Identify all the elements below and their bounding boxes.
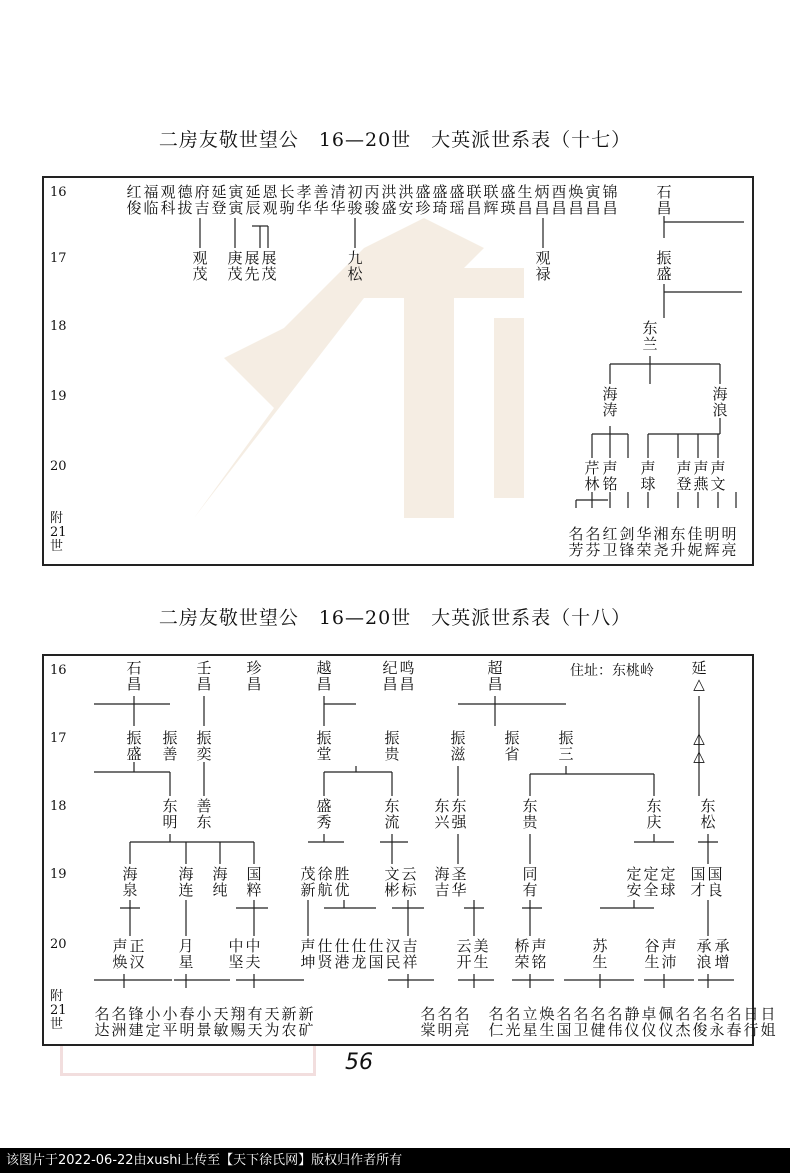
person-name: 盛珍 [415,183,431,217]
person-name: 海浪 [712,385,728,419]
person-name: 佳妮 [687,525,703,559]
person-name: 湘尧 [653,525,669,559]
person-name: 名仁 [488,1005,504,1039]
person-name: 振贵 [384,729,400,763]
person-name: 声铭 [531,937,547,971]
person-name: 洪安 [398,183,414,217]
person-name: 立星 [522,1005,538,1039]
person-name: 定球 [660,865,676,899]
person-name: 善华 [313,183,329,217]
person-name: 美生 [473,937,489,971]
person-name: 有天 [247,1005,263,1039]
person-name: 汉民 [385,937,401,971]
table2-frame [42,654,776,1046]
person-name: 云开 [456,937,472,971]
person-name: 府吉 [194,183,210,217]
person-name: 承浪 [696,937,712,971]
person-name: 长驹 [279,183,295,217]
person-name: 九松 [347,249,363,283]
gen-label-21: 附 21 世 [50,989,67,1032]
person-name: 东庆 [646,797,662,831]
person-name: 初骏 [347,183,363,217]
person-name: 延登 [211,183,227,217]
person-name: 生昌 [517,183,533,217]
person-name: 观茂 [192,249,208,283]
person-name: 芹林 [584,459,600,493]
gen-label-19: 19 [50,867,67,882]
table2-title: 二房友敬世望公 16—20世 大英派世系表（十八） [158,607,632,629]
gen-label-17: 17 [50,251,67,266]
person-name: 振善 [162,729,178,763]
person-name: 名洲 [111,1005,127,1039]
person-name: 焕昌 [568,183,584,217]
person-name: 华荣 [636,525,652,559]
person-name: 展先 [244,249,260,283]
person-name: 卓仪 [641,1005,657,1039]
person-name: 名棠 [420,1005,436,1039]
person-name: 佩仪 [658,1005,674,1039]
person-name: 恩观 [262,183,278,217]
person-name: 红俊 [126,183,142,217]
person-name: 越昌 [316,659,332,693]
person-name: 东兴 [434,797,450,831]
person-name: 福临 [143,183,159,217]
person-name: 海纯 [212,865,228,899]
gen-label-16: 16 [50,663,67,678]
person-name: 延辰 [245,183,261,217]
person-name: 红卫 [602,525,618,559]
person-name: 天为 [264,1005,280,1039]
person-name: 鸣昌 [399,659,415,693]
person-name: 国才 [690,865,706,899]
person-name: 名伟 [607,1005,623,1039]
person-name: 振堂 [316,729,332,763]
person-name: 静仪 [624,1005,640,1039]
person-name: 振省 [504,729,520,763]
person-name: 春明 [179,1005,195,1039]
person-name: 声文 [710,459,726,493]
person-name: 翔赐 [230,1005,246,1039]
person-name: 东流 [384,797,400,831]
person-name: 徐航 [317,865,333,899]
person-name: 名亮 [454,1005,470,1039]
person-name: 延△ [691,659,707,693]
person-name: 声球 [640,459,656,493]
person-name: 胜优 [334,865,350,899]
person-name: 孝华 [296,183,312,217]
person-name: △ [693,747,705,765]
person-name: 振盛 [126,729,142,763]
person-name: 庚茂 [227,249,243,283]
person-name: 云标 [401,865,417,899]
person-name: 锋建 [128,1005,144,1039]
person-name: △ [693,729,705,747]
person-name: 名芳 [568,525,584,559]
person-name: 联辉 [483,183,499,217]
person-name: 日姐 [760,1005,776,1039]
person-name: 名杰 [675,1005,691,1039]
person-name: 承增 [714,937,730,971]
person-name: 洪盛 [381,183,397,217]
person-name: 盛瑛 [500,183,516,217]
person-name: 新矿 [298,1005,314,1039]
person-name: 苏生 [592,937,608,971]
person-name: 善东 [196,797,212,831]
table2-tree-lines [44,656,752,1044]
person-name: 纪昌 [382,659,398,693]
person-name: 观禄 [535,249,551,283]
person-name: 海连 [178,865,194,899]
person-name: 同有 [522,865,538,899]
person-name: 海吉 [434,865,450,899]
person-name: 名健 [590,1005,606,1039]
person-name: 名永 [709,1005,725,1039]
person-name: 小定 [145,1005,161,1039]
person-name: 海泉 [122,865,138,899]
person-name: 名达 [94,1005,110,1039]
person-name: 名春 [726,1005,742,1039]
person-name: 盛秀 [316,797,332,831]
table1-frame [42,176,754,566]
person-name: 观科 [160,183,176,217]
person-name: 日行 [743,1005,759,1039]
person-name: 小平 [162,1005,178,1039]
person-name: 焕生 [539,1005,555,1039]
page-number: 56 [345,1050,373,1075]
person-name: 定全 [643,865,659,899]
person-name: 壬昌 [196,659,212,693]
person-name: 名光 [505,1005,521,1039]
person-name: 东兰 [642,319,658,353]
person-name: 天敏 [213,1005,229,1039]
person-name: 明亮 [721,525,737,559]
person-name: 盛瑶 [449,183,465,217]
person-name: 谷生 [644,937,660,971]
person-name: 海涛 [602,385,618,419]
person-name: 振滋 [450,729,466,763]
person-name: 月星 [178,937,194,971]
person-name: 声铭 [602,459,618,493]
person-name: 东贵 [522,797,538,831]
person-name: 振三 [558,729,574,763]
gen-label-17: 17 [50,731,67,746]
person-name: 明辉 [704,525,720,559]
gen-label-19: 19 [50,389,67,404]
person-name: 国粹 [246,865,262,899]
person-name: 石昌 [126,659,142,693]
person-name: 国良 [707,865,723,899]
person-name: 剑锋 [619,525,635,559]
gen-label-18: 18 [50,799,67,814]
person-name: 定安 [626,865,642,899]
person-name: 圣华 [451,865,467,899]
person-name: 文彬 [384,865,400,899]
person-name: 仕国 [368,937,384,971]
address-label: 住址：东桃岭 [570,663,654,679]
gen-label-16: 16 [50,185,67,200]
person-name: 声沛 [661,937,677,971]
person-name: 声燕 [693,459,709,493]
person-name: 石昌 [656,183,672,217]
person-name: 名卫 [573,1005,589,1039]
person-name: 东升 [670,525,686,559]
person-name: 东松 [700,797,716,831]
person-name: 振盛 [656,249,672,283]
person-name: 中夫 [245,937,261,971]
person-name: 名俊 [692,1005,708,1039]
gen-label-21: 附 21 世 [50,511,67,554]
person-name: 锦昌 [602,183,618,217]
person-name: 丙骏 [364,183,380,217]
person-name: 德拔 [177,183,193,217]
person-name: 新农 [281,1005,297,1039]
person-name: 声登 [676,459,692,493]
person-name: 中坚 [228,937,244,971]
person-name: 展茂 [261,249,277,283]
person-name: 仕港 [334,937,350,971]
person-name: 名芬 [585,525,601,559]
person-name: 桥荣 [514,937,530,971]
person-name: 寅昌 [585,183,601,217]
person-name: 吉祥 [402,937,418,971]
person-name: 珍昌 [246,659,262,693]
gen-label-18: 18 [50,319,67,334]
person-name: 清华 [330,183,346,217]
person-name: 东明 [162,797,178,831]
person-name: 小景 [196,1005,212,1039]
person-name: 超昌 [487,659,503,693]
person-name: 仕贤 [317,937,333,971]
table1-tree-lines [44,178,752,564]
gen-label-20: 20 [50,937,67,952]
person-name: 声焕 [112,937,128,971]
person-name: 名国 [556,1005,572,1039]
person-name: 炳昌 [534,183,550,217]
table1-title: 二房友敬世望公 16—20世 大英派世系表（十七） [158,129,632,151]
person-name: 振奕 [196,729,212,763]
person-name: 盛琦 [432,183,448,217]
person-name: 联昌 [466,183,482,217]
person-name: 东强 [451,797,467,831]
person-name: 仕龙 [351,937,367,971]
gen-label-20: 20 [50,459,67,474]
person-name: 声坤 [300,937,316,971]
person-name: 寅寅 [228,183,244,217]
person-name: 酉昌 [551,183,567,217]
person-name: 名明 [437,1005,453,1039]
person-name: 茂新 [300,865,316,899]
person-name: 正汉 [129,937,145,971]
footer-banner: 该图片于2022-06-22由xushi上传至【天下徐氏网】版权归作者所有 [0,1148,790,1173]
